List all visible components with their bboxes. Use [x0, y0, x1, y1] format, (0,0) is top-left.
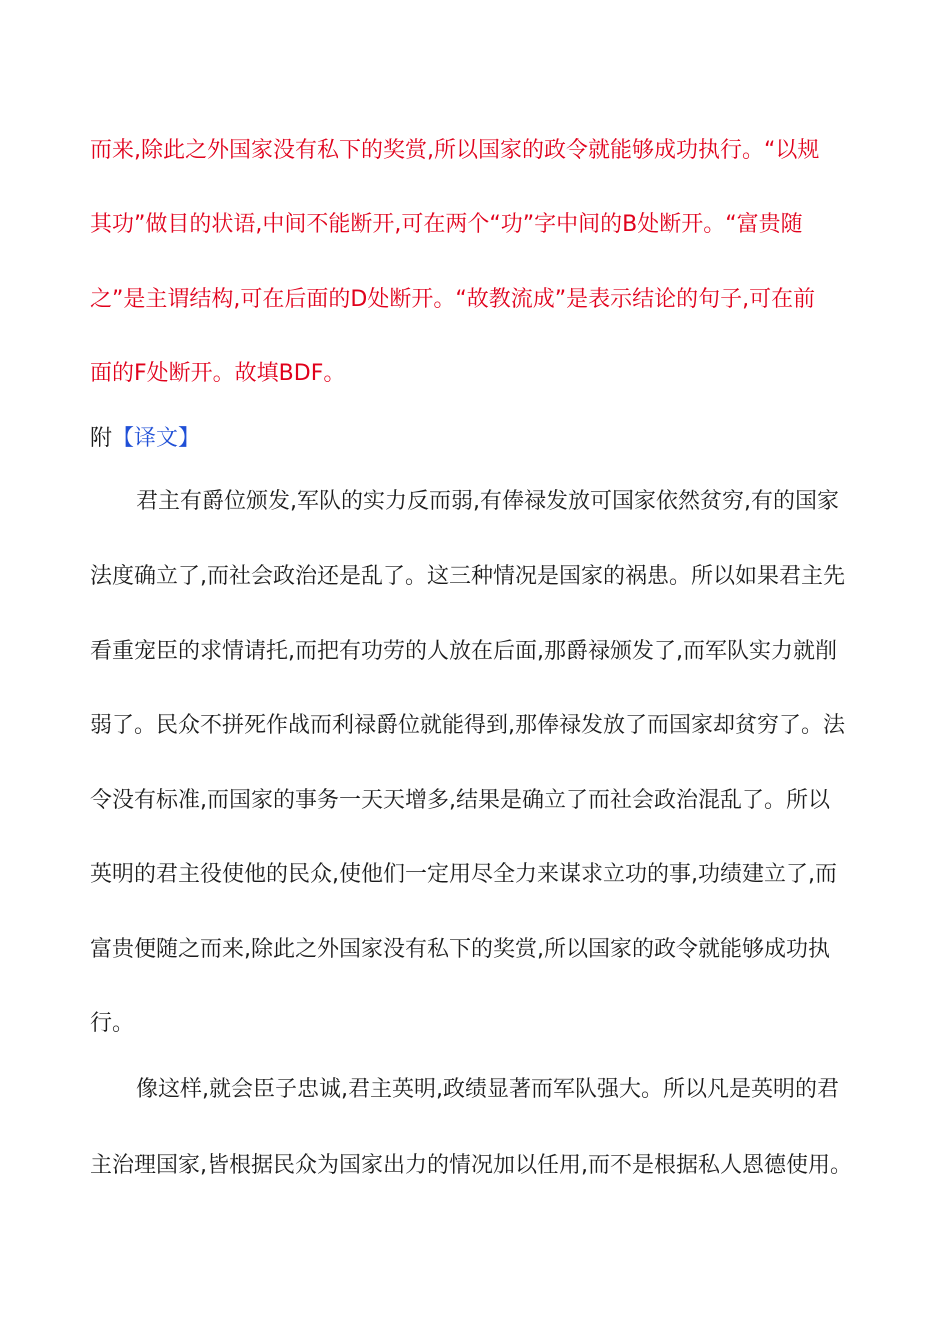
paragraph-line: 行。 — [90, 1011, 135, 1036]
paragraph-line: 法度确立了,而社会政治还是乱了。这三种情况是国家的祸患。所以如果君主先 — [90, 564, 845, 589]
paragraph-line: 像这样,就会臣子忠诚,君主英明,政绩显著而军队强大。所以凡是英明的君 — [136, 1077, 839, 1102]
answer-line: 其功”做目的状语,中间不能断开,可在两个“功”字中间的B处断开。“富贵随 — [90, 212, 803, 237]
paragraph-line: 主治理国家,皆根据民众为国家出力的情况加以任用,而不是根据私人恩德使用。 — [90, 1153, 852, 1178]
heading-label: 【译文】 — [112, 426, 201, 451]
section-heading — [90, 424, 870, 454]
paragraph-line: 看重宠臣的求情请托,而把有功劳的人放在后面,那爵禄颁发了,而军队实力就削 — [90, 639, 837, 664]
answer-line: 而来,除此之外国家没有私下的奖赏,所以国家的政令就能够成功执行。“以规 — [90, 138, 820, 163]
paragraph-line: 弱了。民众不拼死作战而利禄爵位就能得到,那俸禄发放了而国家却贫穷了。法 — [90, 713, 845, 738]
paragraph-line: 令没有标准,而国家的事务一天天增多,结果是确立了而社会政治混乱了。所以 — [90, 788, 830, 813]
paragraph-line: 富贵便随之而来,除此之外国家没有私下的奖赏,所以国家的政令就能够成功执 — [90, 937, 830, 962]
answer-line: 面的F处断开。故填BDF。 — [90, 361, 346, 386]
heading-prefix: 附 — [90, 426, 113, 451]
answer-line: 之”是主谓结构,可在后面的D处断开。“故教流成”是表示结论的句子,可在前 — [90, 287, 816, 312]
paragraph-line: 英明的君主役使他的民众,使他们一定用尽全力来谋求立功的事,功绩建立了,而 — [90, 862, 837, 887]
paragraph-line: 君主有爵位颁发,军队的实力反而弱,有俸禄发放可国家依然贫穷,有的国家 — [136, 489, 839, 514]
